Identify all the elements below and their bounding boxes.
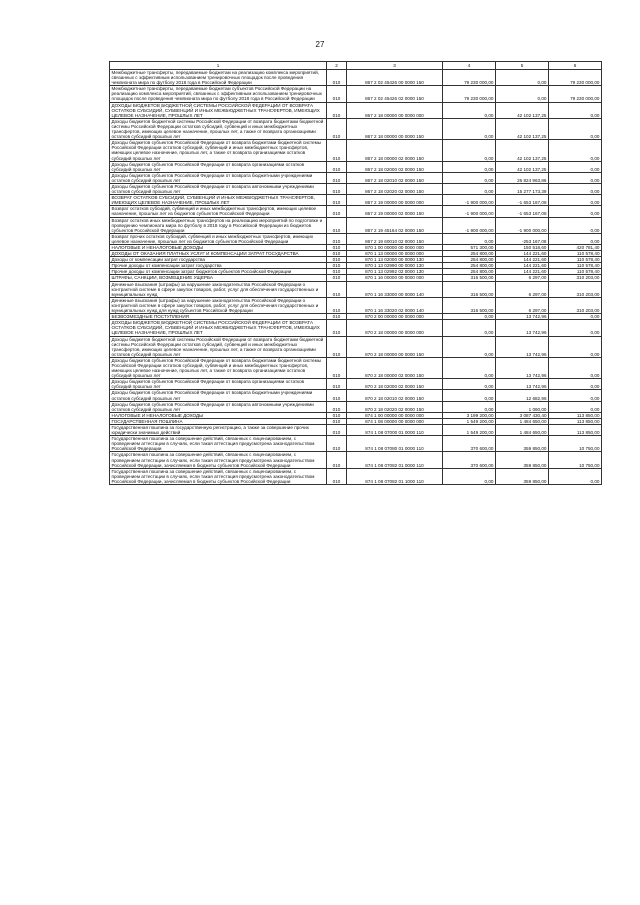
table-row: [110, 217, 602, 233]
table-row: [110, 357, 602, 378]
row-fact-cell: 144 221,60: [496, 269, 549, 275]
table-row: [110, 70, 602, 86]
row-name-cell: Доходы бюджетов субъектов Российской Федерации от возврата автономными учреждениями остатков субсидий прошлых лет: [110, 183, 327, 194]
row-kbk-cell: 867 2 18 02000 02 0000 150: [347, 161, 443, 172]
row-name-cell: Доходы от компенсации затрат государства: [110, 257, 327, 263]
row-fact-cell: 13 742,96: [496, 379, 549, 390]
row-rest-cell: 310 203,00: [549, 297, 602, 313]
row-code-cell: 010: [327, 263, 347, 269]
row-rest-cell: 0,00: [549, 320, 602, 336]
table-row: [110, 281, 602, 297]
row-kbk-cell: 870 1 13 02992 02 0000 130: [347, 269, 443, 275]
row-kbk-cell: 870 2 00 00000 00 0000 000: [347, 314, 443, 320]
row-name-cell: Государственная пошлина за совершение действий, связанных с лицензированием, с проведением аттестации в случаях, если такая аттестация предусмотрена законодательством Российской Федерации, зачисляемая в бюджеты субъектов Российской Федерации: [110, 468, 327, 484]
row-kbk-cell: 874 1 08 07080 01 0000 110: [347, 436, 443, 452]
row-plan-cell: -1 900 000,00: [443, 217, 496, 233]
row-name-cell: Возврат прочих остатков субсидий, субвенций и иных межбюджетных трансфертов, имеющих целевое назначение, прошлых лет из бюджетов субъектов Российской Федерации: [110, 233, 327, 244]
row-kbk-cell: 867 2 18 00000 00 0000 150: [347, 118, 443, 139]
row-name-cell: Доходы бюджетов субъектов Российской Федерации от возврата организациями остатков субсидий прошлых лет: [110, 379, 327, 390]
table-row: [110, 118, 602, 139]
row-code-cell: 010: [327, 336, 347, 357]
row-name-cell: Государственная пошлина за государственную регистрацию, а также за совершение прочих юридически значимых действий: [110, 425, 327, 436]
page-number: 27: [315, 40, 325, 49]
row-name-cell: Прочие доходы от компенсации затрат бюджетов субъектов Российской Федерации: [110, 269, 327, 275]
row-kbk-cell: 870 1 16 00000 00 0000 000: [347, 275, 443, 281]
row-name-cell: Доходы бюджетов субъектов Российской Федерации от возврата автономными учреждениями остатков субсидий прошлых лет: [110, 401, 327, 412]
row-fact-cell: 150 518,60: [496, 245, 549, 251]
row-fact-cell: 6 297,00: [496, 297, 549, 313]
row-kbk-cell: 867 2 02 45426 02 0000 150: [347, 86, 443, 102]
row-code-cell: 010: [327, 357, 347, 378]
row-kbk-cell: 870 1 16 33000 00 0000 140: [347, 281, 443, 297]
row-kbk-cell: 867 2 19 60010 02 0000 150: [347, 233, 443, 244]
row-rest-cell: 0,00: [549, 390, 602, 401]
row-kbk-cell: 870 1 13 00000 00 0000 000: [347, 251, 443, 257]
row-rest-cell: 0,00: [549, 336, 602, 357]
row-name-cell: ДОХОДЫ ОТ ОКАЗАНИЯ ПЛАТНЫХ УСЛУГ И КОМПЕНСАЦИИ ЗАТРАТ ГОСУДАРСТВА: [110, 251, 327, 257]
row-code-cell: 010: [327, 251, 347, 257]
row-kbk-cell: 867 2 19 45164 02 0000 150: [347, 217, 443, 233]
header-col-2: 2: [327, 62, 347, 70]
row-plan-cell: 79 230 000,00: [443, 70, 496, 86]
table-row: [110, 379, 602, 390]
row-name-cell: Возврат остатков иных межбюджетных трансфертов на реализацию мероприятий по подготовке и проведению чемпионата мира по футболу в 2018 году в Российской Федерации из бюджетов субъектов Российской Федерации: [110, 217, 327, 233]
row-fact-cell: 13 742,96: [496, 314, 549, 320]
table-header-row: [110, 62, 602, 70]
table-row: [110, 172, 602, 183]
row-code-cell: 010: [327, 217, 347, 233]
row-code-cell: 010: [327, 436, 347, 452]
table-row: [110, 161, 602, 172]
row-plan-cell: 370 600,00: [443, 452, 496, 468]
header-col-4: 4: [443, 62, 496, 70]
row-name-cell: Доходы бюджетов бюджетной системы Российской Федерации от возврата бюджетами бюджетной системы Российской Федерации остатков субсидий, субвенций и иных межбюджетных трансфертов, имеющих целевое назначение, прошлых лет, а также от возврата организациями остатков субсидий прошлых лет: [110, 336, 327, 357]
row-plan-cell: 0,00: [443, 390, 496, 401]
table-row: [110, 468, 602, 484]
row-name-cell: Прочие доходы от компенсации затрат государства: [110, 263, 327, 269]
row-name-cell: Доходы бюджетов субъектов Российской Федерации от возврата бюджетами бюджетной системы Российской Федерации остатков субсидий, субвенций и иных межбюджетных трансфертов, имеющих целевое назначение, прошлых лет, а также от возврата организациями остатков субсидий прошлых лет: [110, 140, 327, 161]
row-name-cell: Межбюджетные трансферты, передаваемые бюджетам субъектов Российской Федерации на реализацию комплекса мероприятий, связанных с эффективным использованием тренировочных площадок после проведения чемпионата мира по футболу 2018 года в Российской Федерации: [110, 86, 327, 102]
row-rest-cell: 0,00: [549, 161, 602, 172]
row-rest-cell: 0,00: [549, 118, 602, 139]
header-col-6: 6: [549, 62, 602, 70]
row-rest-cell: 0,00: [549, 379, 602, 390]
row-fact-cell: 1 484 650,00: [496, 425, 549, 436]
table-row: [110, 320, 602, 336]
row-plan-cell: 0,00: [443, 320, 496, 336]
row-kbk-cell: 867 2 18 02010 02 0000 150: [347, 172, 443, 183]
table-row: [110, 206, 602, 217]
row-code-cell: 010: [327, 281, 347, 297]
row-kbk-cell: 870 1 13 02000 00 0000 130: [347, 257, 443, 263]
table-row: [110, 195, 602, 206]
row-kbk-cell: 870 2 18 00000 00 0000 000: [347, 320, 443, 336]
row-code-cell: 010: [327, 320, 347, 336]
table-row: [110, 401, 602, 412]
row-kbk-cell: 870 2 18 00000 00 0000 150: [347, 336, 443, 357]
row-fact-cell: 6 297,00: [496, 281, 549, 297]
row-plan-cell: 0,00: [443, 140, 496, 161]
row-kbk-cell: 874 1 00 00000 00 0000 000: [347, 412, 443, 418]
row-rest-cell: 113 850,00: [549, 412, 602, 418]
row-code-cell: 010: [327, 379, 347, 390]
row-plan-cell: 0,00: [443, 379, 496, 390]
row-code-cell: 010: [327, 314, 347, 320]
row-plan-cell: 254 800,00: [443, 257, 496, 263]
table-row: [110, 183, 602, 194]
row-rest-cell: 0,00: [549, 140, 602, 161]
row-rest-cell: 113 850,00: [549, 418, 602, 424]
row-kbk-cell: 867 2 18 00000 00 0000 000: [347, 102, 443, 118]
table-row: [110, 140, 602, 161]
row-kbk-cell: 870 2 18 02000 02 0000 150: [347, 379, 443, 390]
row-fact-cell: 0,00: [496, 86, 549, 102]
row-plan-cell: 0,00: [443, 401, 496, 412]
row-kbk-cell: 870 2 18 02020 02 0000 150: [347, 401, 443, 412]
row-name-cell: Возврат остатков субсидий, субвенций и иных межбюджетных трансфертов, имеющих целевое назначение, прошлых лет из бюджетов субъектов Российской Федерации: [110, 206, 327, 217]
row-code-cell: 010: [327, 245, 347, 251]
row-kbk-cell: 870 1 16 33020 02 0000 140: [347, 297, 443, 313]
row-code-cell: 010: [327, 118, 347, 139]
row-fact-cell: 42 102 137,25: [496, 118, 549, 139]
row-code-cell: 010: [327, 172, 347, 183]
row-plan-cell: 79 230 000,00: [443, 86, 496, 102]
row-name-cell: Денежные взыскания (штрафы) за нарушение законодательства Российской Федерации о контрактной системе в сфере закупок товаров, работ, услуг для обеспечения государственных и муниципальных нужд для нужд субъектов Российской Федерации: [110, 297, 327, 313]
row-fact-cell: -1 653 167,08: [496, 195, 549, 206]
row-rest-cell: 0,00: [549, 217, 602, 233]
row-plan-cell: 0,00: [443, 357, 496, 378]
row-code-cell: 010: [327, 161, 347, 172]
row-plan-cell: -1 900 000,00: [443, 206, 496, 217]
table-row: [110, 452, 602, 468]
row-code-cell: 010: [327, 269, 347, 275]
row-plan-cell: 0,00: [443, 468, 496, 484]
row-kbk-cell: 867 2 18 00000 02 0000 150: [347, 140, 443, 161]
row-code-cell: 010: [327, 412, 347, 418]
row-code-cell: 010: [327, 183, 347, 194]
row-rest-cell: 110 578,40: [549, 269, 602, 275]
row-name-cell: НАЛОГОВЫЕ И НЕНАЛОГОВЫЕ ДОХОДЫ: [110, 412, 327, 418]
row-rest-cell: 0,00: [549, 357, 602, 378]
row-name-cell: Межбюджетные трансферты, передаваемые бюджетам на реализацию комплекса мероприятий, связанных с эффективным использованием тренировочных площадок после проведения чемпионата мира по футболу 2018 года в Российской Федерации: [110, 70, 327, 86]
row-plan-cell: 254 800,00: [443, 251, 496, 257]
row-rest-cell: 79 230 000,00: [549, 86, 602, 102]
row-code-cell: 010: [327, 425, 347, 436]
table-row: [110, 425, 602, 436]
row-code-cell: 010: [327, 468, 347, 484]
row-code-cell: 010: [327, 390, 347, 401]
row-kbk-cell: 867 2 19 00000 02 0000 150: [347, 206, 443, 217]
row-plan-cell: 316 500,00: [443, 297, 496, 313]
row-kbk-cell: 867 2 18 02020 02 0000 150: [347, 183, 443, 194]
row-name-cell: Доходы бюджетов субъектов Российской Федерации от возврата бюджетами бюджетной системы Российской Федерации остатков субсидий, субвенций и иных межбюджетных трансфертов, имеющих целевое назначение, прошлых лет, а также от возврата организациями остатков субсидий прошлых лет: [110, 357, 327, 378]
row-fact-cell: 6 297,00: [496, 275, 549, 281]
row-code-cell: 010: [327, 233, 347, 244]
row-fact-cell: 15 277 173,39: [496, 183, 549, 194]
row-rest-cell: 110 578,40: [549, 257, 602, 263]
row-code-cell: 010: [327, 452, 347, 468]
row-plan-cell: 370 600,00: [443, 436, 496, 452]
row-fact-cell: 0,00: [496, 70, 549, 86]
table-row: [110, 233, 602, 244]
header-col-1: 1: [110, 62, 327, 70]
row-rest-cell: 0,00: [549, 314, 602, 320]
row-code-cell: 010: [327, 102, 347, 118]
row-code-cell: 010: [327, 86, 347, 102]
row-kbk-cell: 874 1 08 07082 01 0000 110: [347, 452, 443, 468]
row-plan-cell: 254 800,00: [443, 263, 496, 269]
row-fact-cell: 42 102 137,25: [496, 140, 549, 161]
row-kbk-cell: 870 1 13 02990 00 0000 130: [347, 263, 443, 269]
row-fact-cell: -253 167,08: [496, 233, 549, 244]
row-rest-cell: 0,00: [549, 195, 602, 206]
row-name-cell: Доходы бюджетов субъектов Российской Федерации от возврата бюджетными учреждениями остатков субсидий прошлых лет: [110, 390, 327, 401]
row-name-cell: НАЛОГОВЫЕ И НЕНАЛОГОВЫЕ ДОХОДЫ: [110, 245, 327, 251]
row-name-cell: Доходы бюджетов субъектов Российской Федерации от возврата бюджетными учреждениями остатков субсидий прошлых лет: [110, 172, 327, 183]
row-plan-cell: 0,00: [443, 102, 496, 118]
header-col-3: 3: [347, 62, 443, 70]
row-code-cell: 010: [327, 275, 347, 281]
row-kbk-cell: 867 2 02 45426 00 0000 150: [347, 70, 443, 86]
row-fact-cell: 13 742,96: [496, 336, 549, 357]
table-row: [110, 390, 602, 401]
row-fact-cell: -1 653 167,08: [496, 206, 549, 217]
row-plan-cell: 0,00: [443, 183, 496, 194]
row-kbk-cell: 874 1 08 07082 01 1000 110: [347, 468, 443, 484]
row-fact-cell: 12 682,96: [496, 390, 549, 401]
row-fact-cell: 42 102 137,25: [496, 102, 549, 118]
row-rest-cell: 110 578,40: [549, 263, 602, 269]
row-rest-cell: 0,00: [549, 172, 602, 183]
row-code-cell: 010: [327, 401, 347, 412]
row-name-cell: Доходы бюджетов субъектов Российской Федерации от возврата организациями остатков субсидий прошлых лет: [110, 161, 327, 172]
row-fact-cell: 3 087 430,40: [496, 412, 549, 418]
row-code-cell: 010: [327, 195, 347, 206]
row-name-cell: Государственная пошлина за совершение действий, связанных с лицензированием, с проведением аттестации в случаях, если такая аттестация предусмотрена законодательством Российской Федерации: [110, 436, 327, 452]
row-kbk-cell: 870 1 00 00000 00 0000 000: [347, 245, 443, 251]
row-fact-cell: 1 060,00: [496, 401, 549, 412]
row-plan-cell: 1 549 200,00: [443, 425, 496, 436]
row-rest-cell: 113 850,00: [549, 425, 602, 436]
row-fact-cell: -1 900 000,00: [496, 217, 549, 233]
row-kbk-cell: 874 1 08 00000 00 0000 000: [347, 418, 443, 424]
row-rest-cell: 420 781,40: [549, 245, 602, 251]
revenue-table: [109, 61, 602, 485]
row-plan-cell: 0,00: [443, 118, 496, 139]
row-plan-cell: 0,00: [443, 172, 496, 183]
row-fact-cell: 13 742,96: [496, 357, 549, 378]
row-code-cell: 010: [327, 418, 347, 424]
row-fact-cell: 359 850,00: [496, 452, 549, 468]
row-name-cell: ДОХОДЫ БЮДЖЕТОВ БЮДЖЕТНОЙ СИСТЕМЫ РОССИЙСКОЙ ФЕДЕРАЦИИ ОТ ВОЗВРАТА ОСТАТКОВ СУБСИДИЙ, СУБВЕНЦИЙ И ИНЫХ МЕЖБЮДЖЕТНЫХ ТРАНСФЕРТОВ, ИМЕЮЩИХ ЦЕЛЕВОЕ НАЗНАЧЕНИЕ, ПРОШЛЫХ ЛЕТ: [110, 320, 327, 336]
row-code-cell: 010: [327, 70, 347, 86]
row-name-cell: Денежные взыскания (штрафы) за нарушение законодательства Российской Федерации о контрактной системе в сфере закупок товаров, работ, услуг для обеспечения государственных и муниципальных нужд: [110, 281, 327, 297]
row-fact-cell: 1 484 650,00: [496, 418, 549, 424]
row-plan-cell: 254 800,00: [443, 269, 496, 275]
row-name-cell: ГОСУДАРСТВЕННАЯ ПОШЛИНА: [110, 418, 327, 424]
row-rest-cell: 310 203,00: [549, 275, 602, 281]
row-rest-cell: 10 750,00: [549, 436, 602, 452]
row-name-cell: Государственная пошлина за совершение действий, связанных с лицензированием, с проведением аттестации в случаях, если такая аттестация предусмотрена законодательством Российской Федерации, зачисляемая в бюджеты субъектов Российской Федерации: [110, 452, 327, 468]
row-fact-cell: 144 221,60: [496, 257, 549, 263]
row-rest-cell: 0,00: [549, 401, 602, 412]
row-rest-cell: 0,00: [549, 102, 602, 118]
table-row: [110, 436, 602, 452]
row-fact-cell: 359 850,00: [496, 436, 549, 452]
row-name-cell: ШТРАФЫ, САНКЦИИ, ВОЗМЕЩЕНИЕ УЩЕРБА: [110, 275, 327, 281]
row-name-cell: Доходы бюджетов бюджетной системы Российской Федерации от возврата бюджетами бюджетной системы Российской Федерации остатков субсидий, субвенций и иных межбюджетных трансфертов, имеющих целевое назначение, прошлых лет, а также от возврата организациями остатков субсидий прошлых лет: [110, 118, 327, 139]
row-plan-cell: -1 900 000,00: [443, 195, 496, 206]
row-plan-cell: 571 300,00: [443, 245, 496, 251]
row-name-cell: БЕЗВОЗМЕЗДНЫЕ ПОСТУПЛЕНИЯ: [110, 314, 327, 320]
row-code-cell: 010: [327, 257, 347, 263]
row-kbk-cell: 870 2 18 00000 02 0000 150: [347, 357, 443, 378]
table-row: [110, 297, 602, 313]
row-fact-cell: 144 221,60: [496, 251, 549, 257]
row-plan-cell: 316 500,00: [443, 281, 496, 297]
table-row: [110, 102, 602, 118]
row-plan-cell: 0,00: [443, 314, 496, 320]
row-rest-cell: 0,00: [549, 233, 602, 244]
row-code-cell: 010: [327, 140, 347, 161]
row-kbk-cell: 874 1 08 07000 01 0000 110: [347, 425, 443, 436]
row-name-cell: ДОХОДЫ БЮДЖЕТОВ БЮДЖЕТНОЙ СИСТЕМЫ РОССИЙСКОЙ ФЕДЕРАЦИИ ОТ ВОЗВРАТА ОСТАТКОВ СУБСИДИЙ, СУБВЕНЦИЙ И ИНЫХ МЕЖБЮДЖЕТНЫХ ТРАНСФЕРТОВ, ИМЕЮЩИХ ЦЕЛЕВОЕ НАЗНАЧЕНИЕ, ПРОШЛЫХ ЛЕТ: [110, 102, 327, 118]
row-code-cell: 010: [327, 297, 347, 313]
row-fact-cell: 42 102 137,25: [496, 161, 549, 172]
row-plan-cell: 0,00: [443, 233, 496, 244]
row-rest-cell: 0,00: [549, 183, 602, 194]
row-rest-cell: 79 230 000,00: [549, 70, 602, 86]
row-rest-cell: 0,00: [549, 206, 602, 217]
row-fact-cell: 26 824 963,86: [496, 172, 549, 183]
row-rest-cell: 110 578,40: [549, 251, 602, 257]
row-fact-cell: 144 221,60: [496, 263, 549, 269]
row-fact-cell: 13 742,96: [496, 320, 549, 336]
row-fact-cell: 359 850,00: [496, 468, 549, 484]
row-kbk-cell: 870 2 18 02010 02 0000 150: [347, 390, 443, 401]
table-row: [110, 336, 602, 357]
header-col-5: 5: [496, 62, 549, 70]
row-rest-cell: 0,00: [549, 468, 602, 484]
table-row: [110, 86, 602, 102]
row-plan-cell: 3 199 200,00: [443, 412, 496, 418]
row-name-cell: ВОЗВРАТ ОСТАТКОВ СУБСИДИЙ, СУБВЕНЦИЙ И ИНЫХ МЕЖБЮДЖЕТНЫХ ТРАНСФЕРТОВ, ИМЕЮЩИХ ЦЕЛЕВОЕ НАЗНАЧЕНИЕ, ПРОШЛЫХ ЛЕТ: [110, 195, 327, 206]
row-plan-cell: 0,00: [443, 161, 496, 172]
row-rest-cell: 310 203,00: [549, 281, 602, 297]
row-plan-cell: 0,00: [443, 336, 496, 357]
row-rest-cell: 10 750,00: [549, 452, 602, 468]
row-plan-cell: 316 500,00: [443, 275, 496, 281]
row-code-cell: 010: [327, 206, 347, 217]
row-plan-cell: 1 549 200,00: [443, 418, 496, 424]
row-kbk-cell: 867 2 19 00000 00 0000 000: [347, 195, 443, 206]
